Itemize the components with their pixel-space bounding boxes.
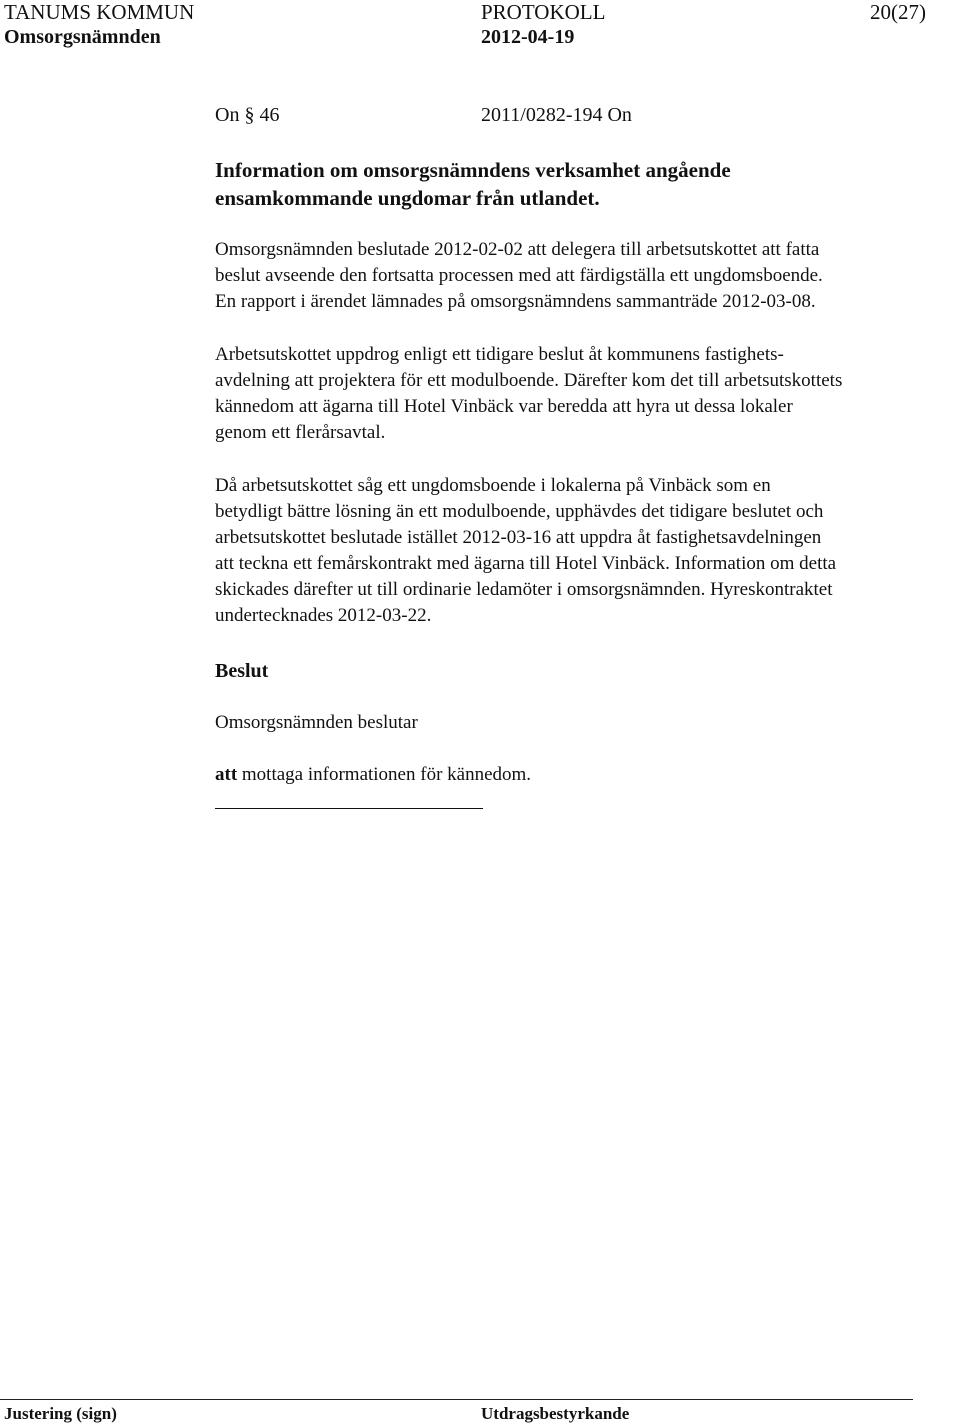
item-title-line-2: ensamkommande ungdomar från utlandet. (215, 186, 600, 210)
footer-utdragsbestyrkande: Utdragsbestyrkande (481, 1404, 630, 1423)
decision-heading-block (215, 657, 950, 685)
footer-justering: Justering (sign) (4, 1404, 117, 1423)
case-number: On § 46 (215, 104, 280, 126)
decision-clause (215, 762, 950, 788)
header-date: 2012-04-19 (481, 26, 575, 48)
paragraph-line: Omsorgsnämnden beslutade 2012-02-02 att delegera till arbetsutskottet att fatta (215, 239, 820, 260)
paragraph-line: Då arbetsutskottet såg ett ungdomsboende i lokalerna på Vinbäck som en (215, 475, 771, 496)
item-title (215, 156, 950, 212)
decision-intro: Omsorgsnämnden beslutar (215, 712, 418, 733)
case-reference: 2011/0282-194 On (481, 104, 632, 126)
paragraph-line: avdelning att projektera för ett modulboende. Därefter kom det till arbetsutskottets (215, 370, 843, 391)
paragraph-line: att teckna ett femårskontrakt med ägarna till Hotel Vinbäck. Information om detta (215, 553, 837, 574)
paragraph-line: kännedom att ägarna till Hotel Vinbäck var beredda att hyra ut dessa lokaler (215, 396, 793, 417)
paragraph-line: Arbetsutskottet uppdrog enligt ett tidigare beslut åt kommunens fastighets- (215, 344, 784, 365)
paragraph-line: betydligt bättre lösning än ett modulboende, upphävdes det tidigare beslutet och (215, 501, 824, 522)
paragraph-3 (215, 473, 950, 629)
paragraph-line: undertecknades 2012-03-22. (215, 605, 432, 626)
paragraph-line: skickades därefter ut till ordinarie ledamöter i omsorgsnämnden. Hyreskontraktet (215, 579, 833, 600)
decision-intro-block (215, 710, 950, 736)
header-committee: Omsorgsnämnden (4, 26, 161, 48)
item-title-line-1: Information om omsorgsnämndens verksamhet angående (215, 158, 731, 182)
paragraph-2 (215, 342, 950, 446)
paragraph-1 (215, 237, 950, 315)
header-organization: TANUMS KOMMUN (4, 0, 195, 24)
decision-att-text: mottaga informationen för kännedom. (237, 764, 532, 785)
decision-clause-line (215, 762, 950, 788)
paragraph-line: beslut avseende den fortsatta processen med att färdigställa ett ungdomsboende. (215, 265, 823, 286)
decision-att-keyword: att (215, 764, 238, 785)
end-of-item-rule (215, 808, 483, 809)
header-doc-type: PROTOKOLL (481, 0, 606, 24)
paragraph-line: genom ett flerårsavtal. (215, 422, 386, 443)
paragraph-line: En rapport i ärendet lämnades på omsorgsnämndens sammanträde 2012-03-08. (215, 291, 816, 312)
header-page-number: 20(27) (870, 0, 926, 24)
footer-rule (0, 1399, 913, 1400)
decision-heading: Beslut (215, 660, 269, 682)
paragraph-line: arbetsutskottet beslutade istället 2012-03-16 att uppdra åt fastighetsavdelningen (215, 527, 822, 548)
